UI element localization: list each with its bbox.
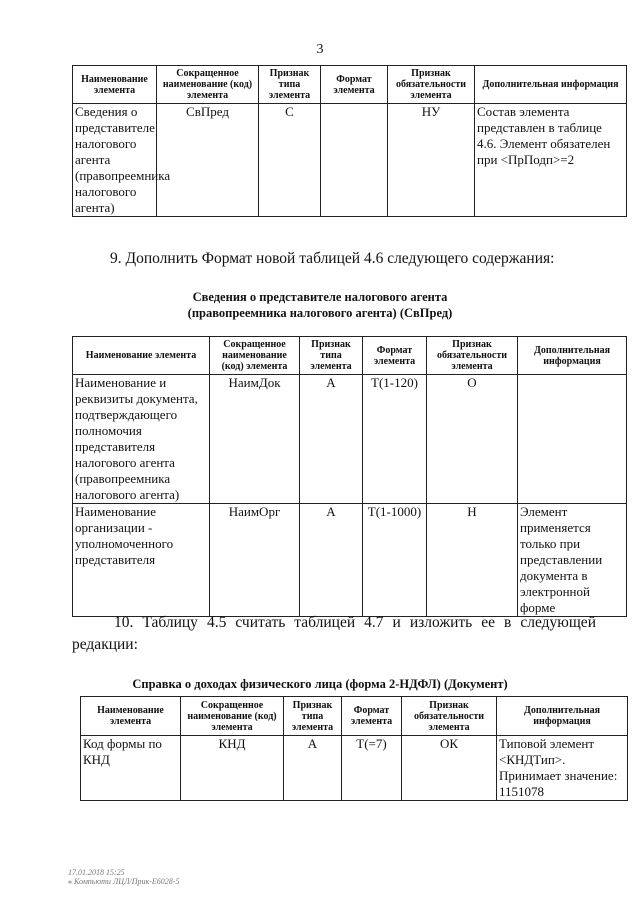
header-required: Признак обязательности элемента <box>388 66 475 104</box>
caption-line-1: Сведения о представителе налогового агента <box>192 290 448 304</box>
cell-info: Состав элемента представлен в таблице 4.6. Элемент обязателен при <ПрПодп>=2 <box>475 104 627 217</box>
header-short: Сокращенное наименование (код) элемента <box>210 337 300 375</box>
cell-short: СвПред <box>157 104 259 217</box>
table-header-row <box>81 697 628 736</box>
table-header-row <box>73 66 627 104</box>
cell-type: А <box>284 736 342 801</box>
header-info: Дополнительная информация <box>518 337 627 375</box>
footer-doc-ref-text: Компьюти ЛЦЛ/Прик-Е6028-5 <box>74 877 180 886</box>
table-row <box>73 504 627 617</box>
header-format: Формат элемента <box>342 697 402 736</box>
cell-type: А <box>300 375 363 504</box>
header-short: Сокращенное наименование (код) элемента <box>157 66 259 104</box>
caption-line-2: (правопреемника налогового агента) (СвПред) <box>187 306 453 320</box>
table-row <box>73 375 627 504</box>
cell-format <box>321 104 388 217</box>
cell-required: Н <box>427 504 518 617</box>
header-type: Признак типа элемента <box>259 66 321 104</box>
footer-stamp <box>68 868 179 886</box>
cell-name: Наименование организации - уполномоченного представителя <box>73 504 210 617</box>
cell-name: Код формы по КНД <box>81 736 181 801</box>
header-info: Дополнительная информация <box>475 66 627 104</box>
table-row <box>73 104 627 217</box>
caption-table-4-6 <box>0 289 640 321</box>
cell-required: НУ <box>388 104 475 217</box>
header-name: Наименование элемента <box>73 337 210 375</box>
cell-info <box>518 375 627 504</box>
table-4-6 <box>72 336 627 617</box>
cell-required: ОК <box>402 736 497 801</box>
table-header-row <box>73 337 627 375</box>
cell-info: Типовой элемент <КНДТип>. Принимает значение: 1151078 <box>497 736 628 801</box>
header-name: Наименование элемента <box>73 66 157 104</box>
header-info: Дополнительная информация <box>497 697 628 736</box>
cell-name: Наименование и реквизиты документа, подтверждающего полномочия представителя налогового агента (правопреемника налогового агента) <box>73 375 210 504</box>
caption-table-4-7: Справка о доходах физического лица (форма 2-НДФЛ) (Документ) <box>132 677 508 691</box>
paragraph-10: 10. Таблицу 4.5 считать таблицей 4.7 и изложить ее в следующей редакции: <box>72 614 596 653</box>
footer-doc-ref <box>68 877 179 886</box>
bullet-icon: ⁎ <box>68 877 72 886</box>
page-number: 3 <box>316 42 324 57</box>
header-format: Формат элемента <box>321 66 388 104</box>
table-4-7 <box>80 696 628 801</box>
paragraph-9: 9. Дополнить Формат новой таблицей 4.6 следующего содержания: <box>110 250 555 267</box>
cell-format: Т(1-1000) <box>363 504 427 617</box>
cell-short: НаимОрг <box>210 504 300 617</box>
table-row <box>81 736 628 801</box>
table-svpred-continuation <box>72 65 627 217</box>
header-type: Признак типа элемента <box>300 337 363 375</box>
cell-format: Т(=7) <box>342 736 402 801</box>
cell-short: НаимДок <box>210 375 300 504</box>
cell-format: Т(1-120) <box>363 375 427 504</box>
header-required: Признак обязательности элемента <box>402 697 497 736</box>
cell-name: Сведения о представителе налогового агента (правопреемника налогового агента) <box>73 104 157 217</box>
header-short: Сокращенное наименование (код) элемента <box>181 697 284 736</box>
cell-type: С <box>259 104 321 217</box>
header-type: Признак типа элемента <box>284 697 342 736</box>
header-required: Признак обязательности элемента <box>427 337 518 375</box>
footer-timestamp: 17.01.2018 15:25 <box>68 868 125 877</box>
header-name: Наименование элемента <box>81 697 181 736</box>
cell-required: О <box>427 375 518 504</box>
cell-info: Элемент применяется только при представлении документа в электронной форме <box>518 504 627 617</box>
header-format: Формат элемента <box>363 337 427 375</box>
cell-type: А <box>300 504 363 617</box>
cell-short: КНД <box>181 736 284 801</box>
